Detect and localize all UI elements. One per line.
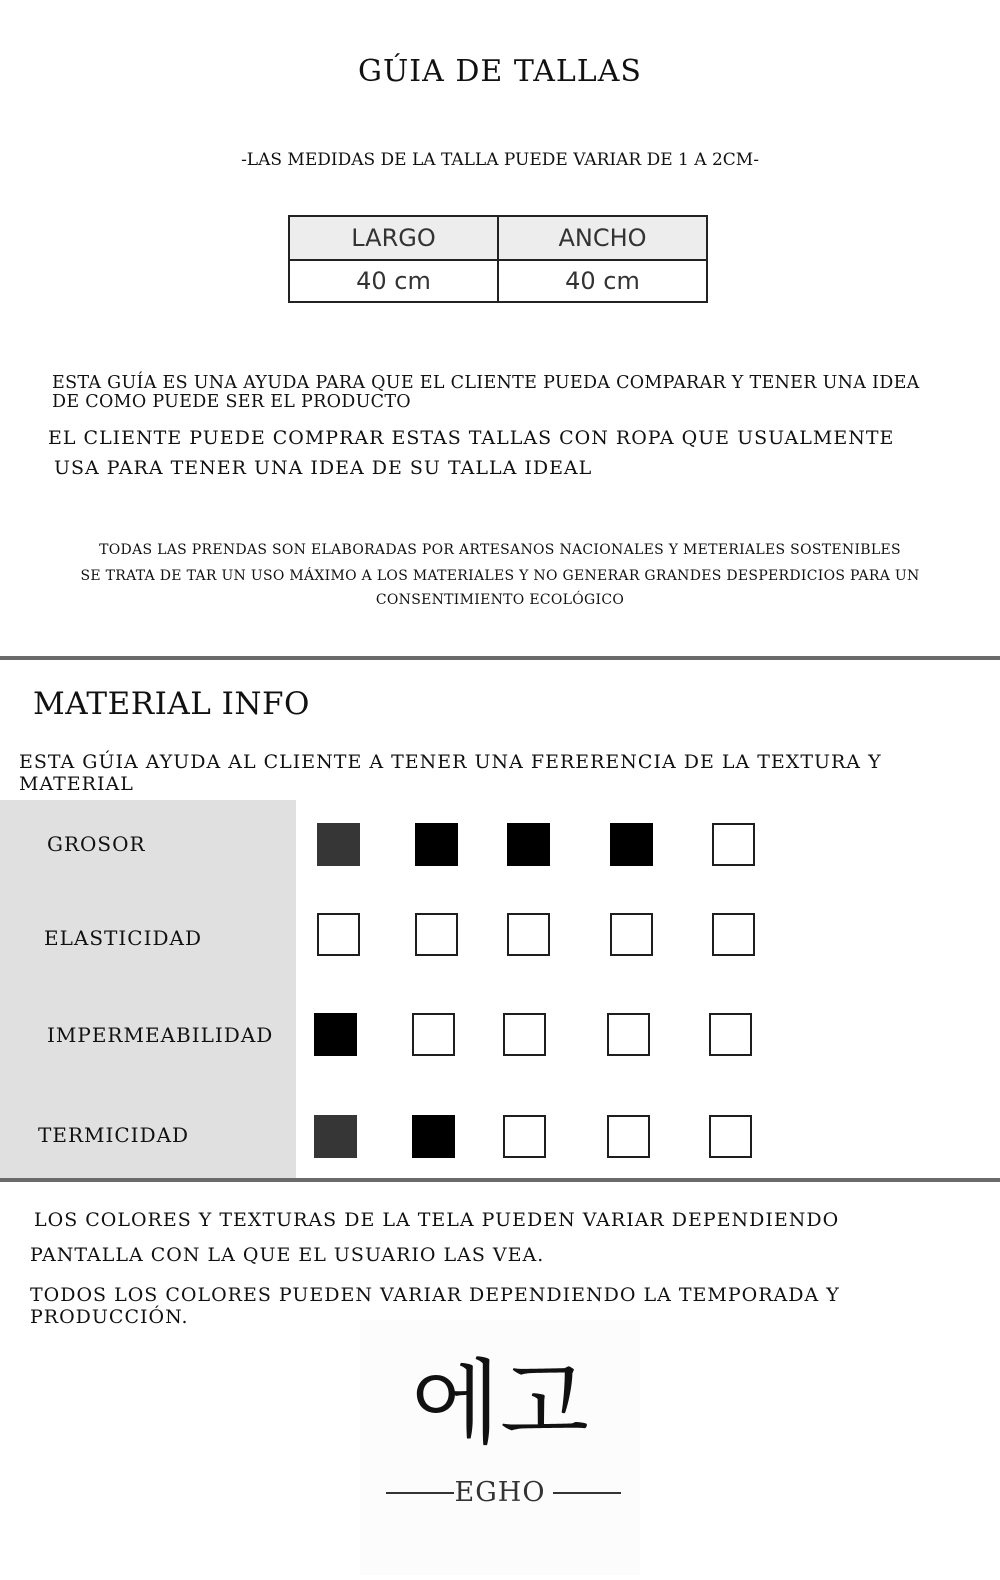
guide-help-paragraph: ESTA GUÍA ES UNA AYUDA PARA QUE EL CLIENTE PUEDA COMPARAR Y TENER UNA IDEA DE COMO PUEDE SER EL PRODUCTO xyxy=(52,373,920,412)
size-guide-title: GÚIA DE TALLAS xyxy=(358,54,642,89)
rating-square-empty xyxy=(709,1013,752,1056)
rating-square-empty xyxy=(709,1115,752,1158)
rating-square-empty xyxy=(412,1013,455,1056)
rating-square-black xyxy=(507,823,550,866)
sustainability-line-1: TODAS LAS PRENDAS SON ELABORADAS POR ARTESANOS NACIONALES Y METERIALES SOSTENIBLES xyxy=(99,542,901,558)
logo-line-right xyxy=(553,1492,621,1494)
material-row-label-elasticidad: ELASTICIDAD xyxy=(44,926,202,950)
note-line-2: PANTALLA CON LA QUE EL USUARIO LAS VEA. xyxy=(30,1244,545,1266)
section-divider-bottom xyxy=(0,1178,1000,1182)
size-table-value-ancho: 40 cm xyxy=(498,260,707,302)
rating-square-black xyxy=(415,823,458,866)
sustainability-line-2: SE TRATA DE TAR UN USO MÁXIMO A LOS MATERIALES Y NO GENERAR GRANDES DESPERDICIOS PARA UN xyxy=(80,568,920,584)
section-divider-top xyxy=(0,656,1000,660)
material-info-title: MATERIAL INFO xyxy=(33,686,310,722)
material-info-subtitle: ESTA GÚIA AYUDA AL CLIENTE A TENER UNA FERERENCIA DE LA TEXTURA Y MATERIAL xyxy=(19,751,882,795)
brand-logo-text: EGHO xyxy=(454,1477,546,1508)
rating-square-empty xyxy=(317,913,360,956)
rating-square-empty xyxy=(507,913,550,956)
size-table-header-largo: LARGO xyxy=(289,216,498,260)
note-line-1: LOS COLORES Y TEXTURAS DE LA TELA PUEDEN VARIAR DEPENDIENDO xyxy=(34,1209,840,1231)
guide-compare-line-1: EL CLIENTE PUEDE COMPRAR ESTAS TALLAS CON ROPA QUE USUALMENTE xyxy=(48,427,895,449)
rating-square-black xyxy=(314,1013,357,1056)
rating-square-black xyxy=(610,823,653,866)
material-row-label-impermeabilidad: IMPERMEABILIDAD xyxy=(47,1023,274,1047)
note-line-3: TODOS LOS COLORES PUEDEN VARIAR DEPENDIENDO LA TEMPORADA Y PRODUCCIÓN. xyxy=(30,1284,840,1328)
rating-square-empty xyxy=(415,913,458,956)
rating-square-empty xyxy=(712,823,755,866)
rating-square-empty xyxy=(712,913,755,956)
brand-logo-hangul: 에고 xyxy=(411,1350,589,1457)
rating-square-dark xyxy=(317,823,360,866)
size-table xyxy=(288,215,708,303)
sustainability-line-3: CONSENTIMIENTO ECOLÓGICO xyxy=(375,592,625,608)
size-table-header-row xyxy=(289,216,707,260)
rating-square-empty xyxy=(610,913,653,956)
rating-square-empty xyxy=(503,1013,546,1056)
size-table-value-row xyxy=(289,260,707,302)
rating-square-empty xyxy=(607,1013,650,1056)
size-guide-subtitle: -LAS MEDIDAS DE LA TALLA PUEDE VARIAR DE 1 A 2CM- xyxy=(241,150,759,170)
material-row-label-grosor: GROSOR xyxy=(47,832,146,856)
size-table-header-ancho: ANCHO xyxy=(498,216,707,260)
size-table-value-largo: 40 cm xyxy=(289,260,498,302)
rating-square-empty xyxy=(607,1115,650,1158)
rating-square-empty xyxy=(503,1115,546,1158)
guide-compare-line-2: USA PARA TENER UNA IDEA DE SU TALLA IDEAL xyxy=(54,457,593,479)
rating-square-black xyxy=(412,1115,455,1158)
rating-square-dark xyxy=(314,1115,357,1158)
material-row-label-termicidad: TERMICIDAD xyxy=(38,1123,190,1147)
